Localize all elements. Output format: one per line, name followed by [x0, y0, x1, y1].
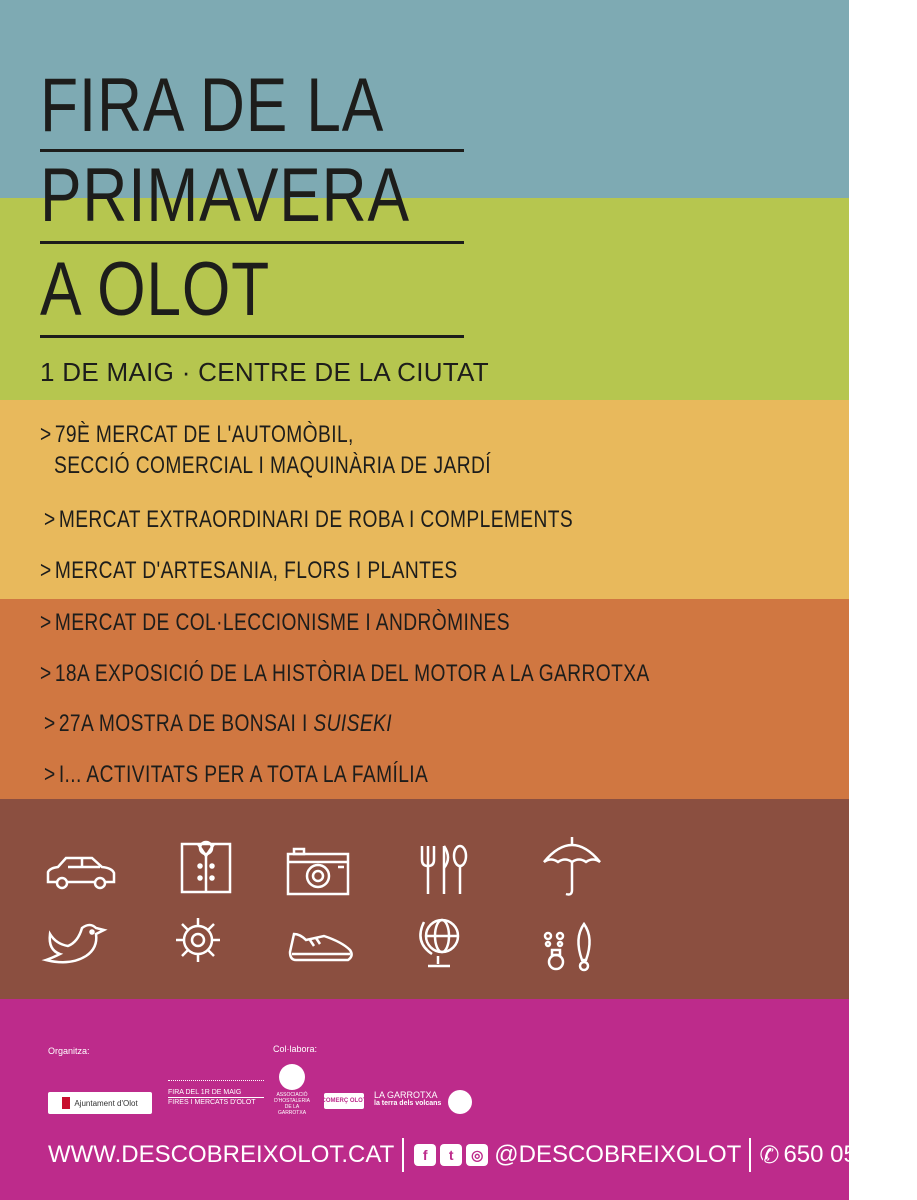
facebook-icon[interactable]: f: [414, 1144, 436, 1166]
item-text: MERCAT DE COL·LECCIONISME I ANDRÒMINES: [54, 609, 510, 636]
item-text: SECCIÓ COMERCIAL I MAQUINÀRIA DE JARDÍ: [54, 452, 491, 479]
bird-icon: [40, 914, 116, 978]
list-item: [44, 760, 428, 790]
phone-number[interactable]: 650 051 998: [783, 1141, 917, 1168]
divider: [402, 1138, 404, 1172]
item-text: I... ACTIVITATS PER A TOTA LA FAMÍLIA: [58, 761, 429, 788]
globe-icon: [402, 908, 478, 972]
list-item: [40, 659, 650, 689]
col-labora-label: Col·labora:: [273, 1044, 318, 1054]
garrotxa-logo: LA GARROTXA la terra dels volcans: [374, 1090, 442, 1107]
arrow-icon: >: [44, 710, 56, 737]
associacio-emblem-icon: [279, 1064, 305, 1090]
shield-icon: [62, 1097, 70, 1109]
arrow-icon: >: [40, 609, 52, 636]
instagram-icon[interactable]: ◎: [466, 1144, 488, 1166]
item-text: 18A EXPOSICIÓ DE LA HISTÒRIA DEL MOTOR A LA GARROTXA: [54, 660, 650, 687]
shirt-icon: [168, 836, 244, 900]
fira-logo: FIRA DEL 1R DE MAIG FIRES I MERCATS D'OLOT: [168, 1080, 264, 1106]
arrow-icon: >: [44, 761, 56, 788]
whatsapp-icon: ✆: [759, 1141, 780, 1169]
item-text-italic: SUISEKI: [313, 710, 392, 737]
title-line-3: A OLOT: [40, 247, 271, 332]
divider: [749, 1138, 751, 1172]
list-item-continued: [54, 451, 491, 481]
arrow-icon: >: [40, 421, 52, 448]
associacio-logo: ASSOCIACIÓ D'HOSTALERIA DE LA GARROTXA: [272, 1064, 312, 1116]
organitza-label: Organitza:: [48, 1046, 90, 1056]
item-text: MERCAT EXTRAORDINARI DE ROBA I COMPLEMENTS: [58, 506, 574, 533]
item-text: 79È MERCAT DE L'AUTOMÒBIL,: [54, 421, 354, 448]
list-item: [44, 505, 573, 535]
list-item: [40, 420, 354, 450]
sneaker-icon: [284, 912, 360, 976]
comerc-logo: COMERÇ OLOT: [324, 1093, 364, 1109]
cutlery-icon: [408, 838, 484, 902]
fira-dots: [168, 1080, 264, 1087]
list-item: [40, 608, 510, 638]
car-icon: [42, 842, 118, 906]
arrow-icon: >: [40, 660, 52, 687]
website-link[interactable]: WWW.DESCOBREIXOLOT.CAT: [48, 1141, 395, 1168]
subtitle: 1 DE MAIG · CENTRE DE LA CIUTAT: [40, 357, 489, 387]
jewelry-icon: [532, 918, 608, 982]
list-item: [40, 556, 458, 586]
title-line-2: PRIMAVERA: [40, 153, 410, 238]
camera-icon: [282, 840, 358, 904]
gear-icon: [160, 908, 236, 972]
title-rule-1: [40, 149, 464, 152]
title-rule-2: [40, 241, 464, 244]
arrow-icon: >: [44, 506, 56, 533]
item-text: 27A MOSTRA DE BONSAI I: [58, 710, 308, 737]
volcano-flower-icon: [448, 1090, 472, 1114]
title-line-1: FIRA DE LA: [40, 63, 385, 148]
item-text: MERCAT D'ARTESANIA, FLORS I PLANTES: [54, 557, 458, 584]
umbrella-icon: [534, 832, 610, 896]
twitter-icon[interactable]: t: [440, 1144, 462, 1166]
arrow-icon: >: [40, 557, 52, 584]
footer: [48, 1137, 917, 1173]
ajuntament-logo: Ajuntament d'Olot: [48, 1092, 152, 1114]
list-item: [44, 709, 392, 739]
title-rule-3: [40, 335, 464, 338]
social-handle[interactable]: @DESCOBREIXOLOT: [494, 1141, 742, 1168]
